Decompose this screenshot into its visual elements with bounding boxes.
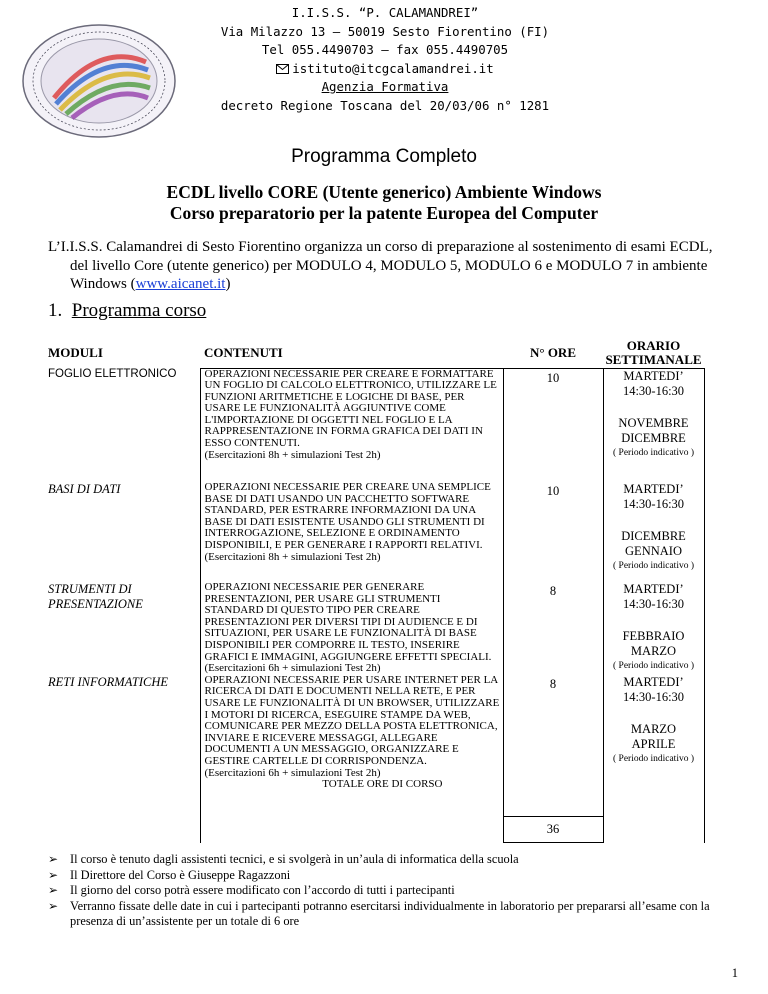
module-hours: 8 xyxy=(503,582,603,675)
content-text: OPERAZIONI NECESSARIE PER CREARE E FORMATTARE UN FOGLIO DI CALCOLO ELETTRONICO, UTILIZZARE LE FUNZIONI ARITMETICHE E LOGICHE DI BASE, PER USARE LE FUNZIONALITÀ AGGIUNTIVE COME L'IMPORTAZIONE DI OGGETTI NEL FOGLIO E LA RAPPRESENTAZIONE IN FORMA GRAFICA DEI DATI IN ESSO CONTENUTI. xyxy=(204,367,497,450)
header-moduli: MODULI xyxy=(48,345,103,360)
module-hours: 10 xyxy=(503,482,603,582)
schedule-day: MARTEDI’ xyxy=(623,582,684,596)
school-phone: Tel 055.4490703 – fax 055.4490705 xyxy=(261,42,509,58)
schedule-month-1: NOVEMBRE xyxy=(618,415,689,430)
total-hours-label: TOTALE ORE DI CORSO xyxy=(322,778,443,791)
section-number: 1. xyxy=(48,300,63,321)
schedule-time: 14:30-16:30 xyxy=(622,597,685,611)
agency-label: Agenzia Formativa xyxy=(321,79,449,95)
aicanet-link[interactable]: www.aicanet.it xyxy=(135,276,226,292)
module-schedule xyxy=(603,675,704,817)
header-contenuti: CONTENUTI xyxy=(204,344,283,360)
module-name: BASI DI DATI xyxy=(48,482,200,582)
module-schedule xyxy=(603,582,704,675)
schedule-month-2: APRILE xyxy=(631,736,676,751)
schedule-period-note: ( Periodo indicativo ) xyxy=(613,661,694,671)
schedule-day: MARTEDI’ xyxy=(623,674,684,689)
list-item: ➢ Il giorno del corso potrà essere modificato con l’accordo di tutti i partecipanti xyxy=(48,883,455,898)
schedule-time: 14:30-16:30 xyxy=(622,383,685,398)
intro-text: L’I.I.S.S. Calamandrei di Sesto Fiorentino organizza un corso di preparazione al sostenimento di esami ECDL, del livello Core (utente generico) per MODULO 4, MODULO 5, MODULO 6 e MODULO 7 in ambiente Windows ( xyxy=(48,239,713,292)
content-exercises: (Esercitazioni 8h + simulazioni Test 2h) xyxy=(204,448,381,461)
program-title: Programma Completo xyxy=(291,146,477,167)
schedule-month-1: MARZO xyxy=(630,721,677,736)
arrow-bullet-icon: ➢ xyxy=(48,852,59,866)
table-row xyxy=(48,482,704,582)
module-schedule xyxy=(603,482,704,582)
table-row xyxy=(48,368,704,482)
schedule-month-1: DICEMBRE xyxy=(621,529,686,543)
schedule-period-note: ( Periodo indicativo ) xyxy=(613,561,694,571)
arrow-bullet-icon: ➢ xyxy=(48,883,59,898)
total-row xyxy=(48,817,704,843)
module-name: STRUMENTI DI PRESENTAZIONE xyxy=(48,582,200,675)
module-name: RETI INFORMATICHE xyxy=(48,675,200,817)
module-hours: 8 xyxy=(503,675,603,817)
schedule-day: MARTEDI’ xyxy=(623,482,684,496)
module-content xyxy=(200,482,503,582)
module-hours: 10 xyxy=(503,368,603,482)
header-orario: ORARIO SETTIMANALE xyxy=(605,337,702,367)
content-text: OPERAZIONI NECESSARIE PER CREARE UNA SEMPLICE BASE DI DATI USANDO UN PACCHETTO SOFTWARE STANDARD, PER ESTRARRE INFORMAZIONI DA UNA BASE DI DATI ESISTENTE USANDO GLI STRUMENTI DI INTERROGAZIONE, SELEZIONE E ORDINAMENTO DISPONIBILI, E PER GENERARE I RAPPORTI RELATIVI. xyxy=(204,481,491,551)
course-title-line-1: ECDL livello CORE (Utente generico) Ambiente Windows xyxy=(166,182,602,202)
arrow-bullet-icon: ➢ xyxy=(48,898,59,913)
schedule-month-2: MARZO xyxy=(630,644,677,658)
module-content xyxy=(200,675,503,817)
decree-label: decreto Regione Toscana del 20/03/06 n° 1281 xyxy=(220,97,550,113)
list-item: ➢ Il corso è tenuto dagli assistenti tecnici, e si svolgerà in un’aula di informatica della scuola xyxy=(48,852,519,866)
envelope-icon xyxy=(276,64,289,74)
list-item: ➢ Il Direttore del Corso è Giuseppe Ragazzoni xyxy=(48,867,291,882)
section-title: Programma corso xyxy=(71,300,207,321)
school-address: Via Milazzo 13 – 50019 Sesto Fiorentino (FI) xyxy=(220,23,550,39)
schedule-day: MARTEDI’ xyxy=(623,368,684,383)
course-title-line-2: Corso preparatorio per la patente Europea del Computer xyxy=(169,203,599,223)
module-content xyxy=(200,368,503,482)
arrow-bullet-icon: ➢ xyxy=(48,867,59,882)
school-name: I.I.S.S. “P. CALAMANDREI” xyxy=(291,5,479,20)
school-email[interactable]: istituto@itcgcalamandrei.it xyxy=(292,60,494,76)
table-row xyxy=(48,582,704,675)
content-exercises: (Esercitazioni 8h + simulazioni Test 2h) xyxy=(204,550,381,563)
school-header xyxy=(200,4,570,116)
table-row xyxy=(48,675,704,817)
list-item: ➢ Verranno fissate delle date in cui i partecipanti potranno esercitarsi individualmente in laboratorio per prepararsi all’esame con la presenza di un’assistente per un totale di 6 ore xyxy=(48,898,710,929)
module-content xyxy=(200,582,503,675)
schedule-month-2: DICEMBRE xyxy=(621,430,686,445)
table-header-row xyxy=(48,338,704,368)
notes-list xyxy=(48,852,738,930)
course-table xyxy=(48,338,705,843)
content-text: OPERAZIONI NECESSARIE PER GENERARE PRESENTAZIONI, PER USARE GLI STRUMENTI STANDARD DI QUESTO TIPO PER CREARE PRESENTAZIONI PER DIVERSI TIPI DI AUDIENCE E DI SITUAZIONI, PER USARE LE FUNZIONALITÀ DI BASE DISPONIBILI PER COMPORRE IL TESTO, INSERIRE GRAFICI E IMMAGINI, AGGIUNGERE EFFETTI SPECIALI. xyxy=(204,581,492,663)
schedule-time: 14:30-16:30 xyxy=(622,497,685,511)
schedule-time: 14:30-16:30 xyxy=(622,689,685,704)
schedule-month-2: GENNAIO xyxy=(625,544,682,558)
header-ore: N° ORE xyxy=(529,344,576,360)
module-schedule xyxy=(603,368,704,482)
intro-end: ) xyxy=(225,276,231,292)
school-logo xyxy=(20,22,178,140)
content-text: OPERAZIONI NECESSARIE PER USARE INTERNET PER LA RICERCA DI DATI E DOCUMENTI NELLA RETE, E PER USARE LE FUNZIONALITÀ DI UN BROWSER, UTILIZZARE I MOTORI DI RICERCA, ESEGUIRE STAMPE DA WEB, COMUNICARE PER MEZZO DELLA POSTA ELETTRONICA, INVIARE E RICEVERE MESSAGGI, ALLEGARE DOCUMENTI A UN MESSAGGIO, ORGANIZZARE E GESTIRE CARTELLE DI CORRISPONDENZA. xyxy=(204,673,500,767)
intro-paragraph xyxy=(48,238,718,294)
course-title xyxy=(0,182,768,224)
schedule-month-1: FEBBRAIO xyxy=(622,629,685,643)
total-hours-value: 36 xyxy=(503,817,603,843)
school-email-line xyxy=(200,60,570,79)
module-name: FOGLIO ELETTRONICO xyxy=(48,368,200,482)
content-exercises: (Esercitazioni 6h + simulazioni Test 2h) xyxy=(204,662,381,675)
section-heading xyxy=(48,300,206,322)
schedule-period-note: ( Periodo indicativo ) xyxy=(613,753,694,764)
page-number: 1 xyxy=(731,966,738,980)
schedule-period-note: ( Periodo indicativo ) xyxy=(613,447,694,458)
content-exercises: (Esercitazioni 6h + simulazioni Test 2h) xyxy=(204,766,381,779)
